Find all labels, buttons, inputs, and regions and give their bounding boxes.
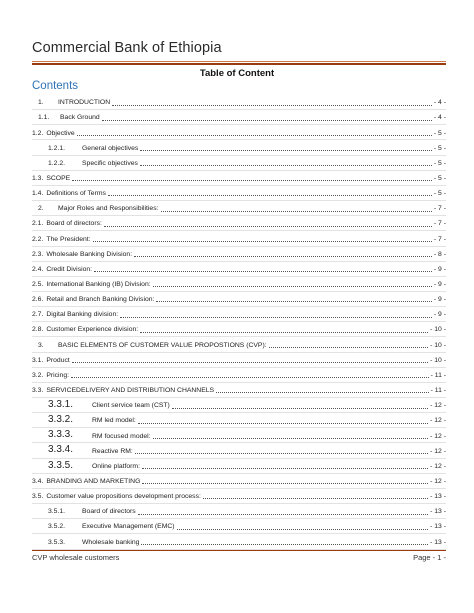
toc-entry-label: Customer value propositions development process:	[46, 493, 201, 501]
toc-leader-dots	[153, 286, 432, 287]
toc-entry-label: SCOPE	[46, 174, 71, 182]
toc-entry-number: 1.2.1.	[48, 144, 66, 152]
toc-row-divider	[32, 533, 446, 534]
toc-entry[interactable]	[32, 158, 446, 168]
toc-entry-number: 1.2.	[32, 129, 44, 137]
toc-entry-number: 1.	[38, 99, 44, 107]
toc-row-divider	[32, 503, 446, 504]
toc-row-divider	[32, 185, 446, 186]
toc-leader-dots	[140, 150, 432, 151]
toc-entry-number: 3.3.5.	[48, 459, 74, 471]
toc-entry-page: - 8 -	[433, 250, 446, 258]
toc-entry-label: Executive Management (EMC)	[82, 523, 175, 531]
toc-entry-number: 2.8.	[32, 326, 44, 334]
toc-leader-dots	[72, 180, 432, 181]
toc-entry-page: - 13 -	[430, 538, 446, 546]
toc-entry-label: Credit Division:	[46, 265, 93, 273]
toc-entry-page: - 7 -	[433, 220, 446, 228]
toc-entry-page: - 11 -	[430, 371, 446, 379]
toc-entry-number: 1.3.	[32, 174, 44, 182]
toc-leader-dots	[138, 423, 428, 424]
toc-entry[interactable]	[32, 476, 446, 486]
toc-entry-page: - 5 -	[433, 129, 446, 137]
toc-entry[interactable]	[32, 233, 446, 243]
toc-entry-label: Client service team (CST)	[92, 402, 170, 410]
toc-entry[interactable]	[32, 370, 446, 380]
toc-entry[interactable]	[32, 506, 446, 516]
toc-row-divider	[32, 139, 446, 140]
toc-entry[interactable]	[32, 445, 446, 455]
toc-entry-label: General objectives	[82, 144, 139, 152]
toc-row-divider	[32, 291, 446, 292]
toc-leader-dots	[142, 483, 428, 484]
toc-row-divider	[32, 488, 446, 489]
toc-entry-page: - 10 -	[430, 356, 446, 364]
toc-leader-dots	[269, 347, 429, 348]
toc-row-divider	[32, 170, 446, 171]
toc-entry-number: 3.3.	[32, 387, 44, 395]
toc-entry[interactable]	[32, 385, 446, 395]
toc-entry-page: - 12 -	[430, 447, 446, 455]
toc-leader-dots	[153, 438, 429, 439]
toc-entry[interactable]	[32, 415, 446, 425]
toc-entry-page: - 7 -	[433, 235, 446, 243]
toc-entry[interactable]	[32, 173, 446, 183]
toc-entry-label: Board of directors:	[46, 220, 102, 228]
toc-entry[interactable]	[32, 491, 446, 501]
toc-entry-label: Retail and Branch Banking Division:	[46, 296, 155, 304]
toc-entry-label: SERVICEDELIVERY AND DISTRIBUTION CHANNELS	[46, 387, 215, 395]
toc-entry-label: RM focused model:	[92, 432, 151, 440]
toc-leader-dots	[156, 301, 432, 302]
toc-row-divider	[32, 382, 446, 383]
toc-leader-dots	[172, 408, 428, 409]
toc-entry-label: Product	[46, 356, 70, 364]
toc-entry[interactable]	[32, 203, 446, 213]
toc-leader-dots	[134, 256, 432, 257]
toc-entry-number: 3.5.2.	[48, 523, 66, 531]
toc-entry-label: Specific objectives	[82, 159, 138, 167]
toc-entry[interactable]	[32, 279, 446, 289]
toc-row-divider	[32, 155, 446, 156]
toc-entry-label: Reactive RM:	[92, 447, 133, 455]
toc-leader-dots	[203, 498, 428, 499]
toc-entry[interactable]	[32, 339, 446, 349]
toc-entry-label: RM led model:	[92, 417, 136, 425]
toc-entry[interactable]	[32, 264, 446, 274]
toc-leader-dots	[135, 453, 428, 454]
toc-entry-number: 3.3.2.	[48, 414, 74, 426]
toc-entry-page: - 13 -	[430, 508, 446, 516]
toc-row-divider	[32, 276, 446, 277]
toc-row-divider	[32, 412, 446, 413]
header-divider-thin	[32, 61, 446, 62]
toc-row-divider	[32, 458, 446, 459]
header-divider-thick	[32, 63, 446, 65]
toc-row-divider	[32, 109, 446, 110]
toc-leader-dots	[102, 120, 432, 121]
toc-entry-label: BRANDING AND MARKETING	[46, 477, 141, 485]
toc-entry-number: 3.2.	[32, 371, 44, 379]
toc-entry-label: Wholesale Banking Division:	[46, 250, 133, 258]
toc-entry-number: 1.1.	[38, 114, 50, 122]
toc-leader-dots	[140, 332, 428, 333]
toc-entry-number: 3.1.	[32, 356, 44, 364]
toc-entry-page: - 5 -	[433, 159, 446, 167]
toc-leader-dots	[216, 392, 429, 393]
toc-row-divider	[32, 367, 446, 368]
toc-entry-number: 2.2.	[32, 235, 44, 243]
toc-entry-label: Board of directors	[82, 508, 136, 516]
toc-entry-label: Online platform:	[92, 462, 140, 470]
toc-leader-dots	[104, 226, 432, 227]
toc-entry-page: - 13 -	[430, 493, 446, 501]
toc-entry[interactable]	[32, 430, 446, 440]
toc-entry-number: 2.3.	[32, 250, 44, 258]
toc-entry-page: - 12 -	[430, 402, 446, 410]
toc-entry[interactable]	[32, 521, 446, 531]
toc-entry-number: 3.5.	[32, 493, 44, 501]
toc-row-divider	[32, 397, 446, 398]
toc-entry-label: The President:	[46, 235, 91, 243]
table-of-content-title: Table of Content	[199, 68, 275, 79]
toc-leader-dots	[161, 211, 432, 212]
toc-entry-page: - 10 -	[430, 326, 446, 334]
toc-entry-page: - 9 -	[433, 296, 446, 304]
toc-entry-page: - 12 -	[430, 417, 446, 425]
toc-leader-dots	[141, 544, 428, 545]
toc-entry[interactable]	[32, 536, 446, 546]
toc-entry-number: 2.7.	[32, 311, 44, 319]
toc-entry-number: 2.1.	[32, 220, 44, 228]
toc-row-divider	[32, 352, 446, 353]
toc-row-divider	[32, 518, 446, 519]
toc-leader-dots	[177, 529, 429, 530]
toc-entry-label: BASIC ELEMENTS OF CUSTOMER VALUE PROPOSTIONS (CVP):	[58, 341, 267, 349]
toc-entry-number: 3.5.3.	[48, 538, 66, 546]
document-header-title: Commercial Bank of Ethiopia	[32, 40, 222, 56]
toc-row-divider	[32, 124, 446, 125]
toc-entry-number: 2.	[38, 205, 44, 213]
toc-entry[interactable]	[32, 309, 446, 319]
toc-leader-dots	[140, 165, 432, 166]
toc-row-divider	[32, 321, 446, 322]
toc-entry[interactable]	[32, 218, 446, 228]
toc-row-divider	[32, 306, 446, 307]
footer-page-number: Page - 1 -	[413, 553, 446, 562]
footer-document-name: CVP wholesale customers	[32, 553, 120, 562]
toc-leader-dots	[142, 468, 428, 469]
toc-entry-page: - 12 -	[430, 462, 446, 470]
toc-entry-number: 3.	[38, 341, 44, 349]
contents-heading: Contents	[32, 80, 79, 92]
toc-entry[interactable]	[32, 127, 446, 137]
toc-entry-number: 2.4.	[32, 265, 44, 273]
toc-entry-number: 2.5.	[32, 281, 44, 288]
toc-entry-page: - 13 -	[430, 523, 446, 531]
toc-entry-label: Objective	[46, 129, 75, 137]
toc-entry-number: 3.3.4.	[48, 444, 74, 456]
toc-entry-number: 3.4.	[32, 477, 44, 485]
toc-leader-dots	[93, 241, 432, 242]
toc-leader-dots	[72, 362, 428, 363]
toc-entry-page: - 9 -	[433, 265, 446, 273]
toc-entry-label: Major Roles and Responsibilities:	[58, 205, 159, 213]
toc-entry-page: - 9 -	[433, 281, 446, 288]
toc-entry[interactable]	[32, 324, 446, 334]
toc-entry-label: Definitions of Terms	[46, 190, 106, 198]
toc-leader-dots	[108, 195, 432, 196]
toc-entry[interactable]	[32, 142, 446, 152]
toc-row-divider	[32, 230, 446, 231]
toc-entry[interactable]	[32, 355, 446, 365]
toc-entry-page: - 5 -	[433, 144, 446, 152]
toc-leader-dots	[120, 317, 432, 318]
toc-entry-label: Pricing:	[46, 371, 70, 379]
toc-entry-page: - 10 -	[430, 341, 446, 349]
toc-entry-number: 1.2.2.	[48, 159, 66, 167]
toc-entry-page: - 12 -	[430, 432, 446, 440]
toc-entry-page: - 4 -	[433, 99, 446, 107]
toc-entry[interactable]	[32, 249, 446, 259]
toc-entry-page: - 12 -	[430, 477, 446, 485]
toc-row-divider	[32, 442, 446, 443]
toc-entry[interactable]	[32, 461, 446, 471]
toc-leader-dots	[94, 271, 432, 272]
toc-entry[interactable]	[32, 112, 446, 122]
toc-entry-page: - 4 -	[433, 114, 446, 122]
toc-entry-number: 3.3.3.	[48, 429, 74, 441]
toc-entry-page: - 9 -	[433, 311, 446, 319]
toc-entry[interactable]	[32, 294, 446, 304]
toc-leader-dots	[71, 377, 429, 378]
toc-entry-number: 2.6.	[32, 296, 44, 304]
toc-entry[interactable]	[32, 400, 446, 410]
toc-entry-label: Customer Experience division:	[46, 326, 139, 334]
toc-leader-dots	[112, 105, 432, 106]
toc-entry-label: INTRODUCTION	[58, 99, 111, 107]
toc-entry-page: - 5 -	[433, 174, 446, 182]
toc-entry-label: International Banking (IB) Division:	[46, 281, 151, 288]
toc-entry-number: 3.5.1.	[48, 508, 66, 516]
toc-entry-label: Back Ground	[60, 114, 100, 122]
footer-divider	[32, 550, 446, 551]
toc-row-divider	[32, 261, 446, 262]
toc-entry-page: - 11 -	[430, 387, 446, 395]
toc-row-divider	[32, 427, 446, 428]
toc-entry[interactable]	[32, 97, 446, 107]
toc-entry[interactable]	[32, 188, 446, 198]
toc-row-divider	[32, 473, 446, 474]
toc-entry-label: Wholesale banking	[82, 538, 140, 546]
toc-leader-dots	[77, 135, 432, 136]
toc-row-divider	[32, 200, 446, 201]
toc-entry-number: 3.3.1.	[48, 399, 74, 410]
toc-entry-page: - 7 -	[433, 205, 446, 213]
toc-row-divider	[32, 336, 446, 337]
toc-leader-dots	[138, 514, 428, 515]
toc-entry-page: - 5 -	[433, 190, 446, 198]
toc-row-divider	[32, 215, 446, 216]
toc-entry-number: 1.4.	[32, 190, 44, 198]
toc-entry-label: Digital Banking division:	[46, 311, 119, 319]
toc-row-divider	[32, 246, 446, 247]
